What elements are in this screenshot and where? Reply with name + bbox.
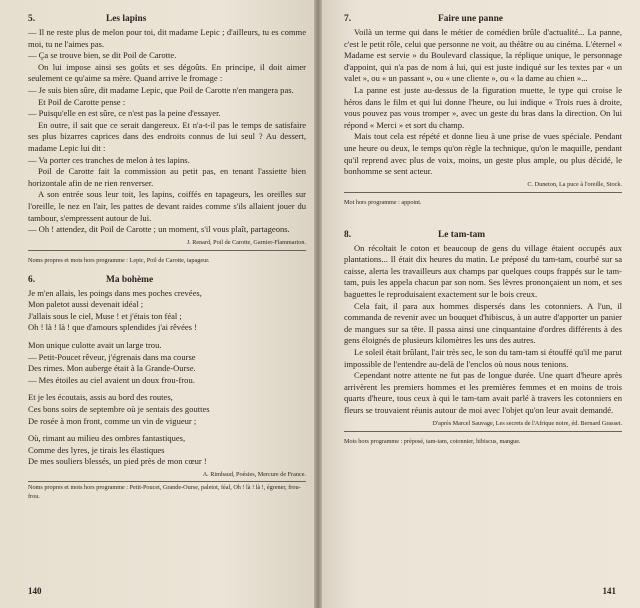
poem-line: Mon paletot aussi devenait idéal ; — [28, 299, 144, 310]
divider — [344, 192, 622, 193]
source-citation: C. Duneton, La puce à l'oreille, Stock. — [527, 180, 622, 188]
divider — [28, 481, 306, 482]
section-number: 5. — [28, 14, 36, 24]
paragraph: Et Poil de Carotte pense : — [38, 96, 126, 107]
page-number: 141 — [602, 586, 616, 596]
paragraph: Mais tout cela est répété et donne lieu à une prise de vues spéciale. Pendant une heure ou deux, le temps qu'on règle la technique, qu'on le maquille, pendant qu'il reprend avec plus de voix, moins, un geste plus ample, ou plus décidé, le bonhomme se sent acteur. — [344, 131, 622, 177]
paragraph: — Ça se trouve bien, se dit Poil de Carotte. — [28, 50, 177, 61]
source-citation: J. Renard, Poil de Carotte, Garnier-Flammarion. — [186, 238, 306, 246]
vocabulary-note: Noms propres et mots hors programme : Lepic, Poil de Carotte, tapageur. — [28, 257, 210, 265]
page-right — [318, 0, 640, 608]
paragraph: Cela fait, il para aux hommes dispersés dans les cotonniers. A l'un, il commanda de revenir avec un bouquet d'hibiscus, à un autre d'apporter un panier de mangues sur sa tête. Il passa ainsi une cinquantaine d'ordres différents à des gens éloignés de plusieurs kilomètres les uns des autres. — [344, 300, 622, 346]
poem-line: J'allais sous le ciel, Muse ! et j'étais ton féal ; — [28, 310, 182, 321]
section-8-heading — [344, 230, 622, 240]
vocabulary-note: Noms propres et mots hors programme : Petit-Poucet, Grande-Ourse, paletot, féal, Oh ! là ! là !, égrener, frou-frou. — [28, 484, 301, 500]
poem-stanza — [28, 288, 306, 334]
section-title: Faire une panne — [438, 14, 503, 24]
poem-line: Je m'en allais, les poings dans mes poches crevées, — [28, 287, 202, 298]
poem-stanza — [28, 392, 306, 427]
poem-line: Comme des lyres, je tirais les élastiques — [28, 444, 165, 455]
poem-line: Oh ! là ! là ! que d'amours splendides j'ai rêvées ! — [28, 322, 197, 333]
section-6-heading — [28, 275, 306, 285]
page-number: 140 — [28, 586, 42, 596]
paragraph: Poil de Carotte fait la commission au petit pas, en tenant l'assiette bien horizontale afin de ne rien renverser. — [28, 166, 306, 188]
paragraph: — Je suis bien sûre, dit madame Lepic, que Poil de Carotte n'en mangera pas. — [28, 84, 294, 95]
book-gutter — [314, 0, 322, 608]
divider — [344, 431, 622, 432]
paragraph: — Il ne reste plus de melon pour toi, dit madame Lepic ; d'ailleurs, tu es comme moi, tu ne l'aimes pas. — [28, 27, 306, 49]
section-title: Le tam-tam — [438, 229, 486, 240]
section-number: 6. — [28, 274, 36, 285]
poem-stanza — [28, 433, 306, 468]
poem-line: — Petit-Poucet rêveur, j'égrenais dans ma course — [28, 351, 196, 362]
poem-line: De rosée à mon front, comme un vin de vigueur ; — [28, 415, 197, 426]
section-5-heading — [28, 14, 306, 24]
poem-line: — Mes étoiles au ciel avaient un doux frou-frou. — [28, 374, 195, 385]
section-7-heading — [344, 14, 622, 24]
section-number: 7. — [344, 14, 352, 24]
divider — [28, 250, 306, 251]
poem-line: De mes souliers blessés, un pied près de mon cœur ! — [28, 456, 207, 467]
paragraph: Le soleil était brûlant, l'air très sec, le son du tam-tam si étouffé qu'il me parut impossible de l'entendre au-delà de l'enclos où nous nous tenions. — [344, 346, 622, 369]
paragraph: Voilà un terme qui dans le métier de comédien brûle d'actualité... La panne, c'est le petit rôle, celui que personne ne voit, au théâtre ou au cinéma. L'éternel « Madame est servie » du Boulevard classique, la réplique unique, le personnage d'appoint, qui n'a pas de nom à lui, qui est juste indiqué sur les textes par « un valet », ou « un passant », ou « une cliente », ou « la dame au chien »... — [344, 27, 622, 84]
section-title: Les lapins — [106, 14, 147, 24]
paragraph: — Oh ! attendez, dit Poil de Carotte ; un moment, s'il vous plaît, partageons. — [28, 224, 290, 235]
poem-line: Mon unique culotte avait un large trou. — [28, 339, 162, 350]
source-citation: A. Rimbaud, Poésies, Mercure de France. — [202, 470, 306, 478]
paragraph: — Puisqu'elle en est sûre, ce n'est pas la peine d'essayer. — [28, 108, 221, 119]
paragraph: A son entrée sous leur toit, les lapins, coiffés en tapageurs, les oreilles sur l'oreille, le nez en l'air, les pattes de devant raides comme s'ils allaient jouer du tambour, s'empressent autour de lui. — [28, 189, 306, 223]
poem-line: Et je les écoutais, assis au bord des routes, — [28, 392, 173, 403]
source-citation: D'après Marcel Sauvage, Les secrets de l'Afrique noire, éd. Bernard Grasset. — [432, 419, 622, 427]
paragraph: On récoltait le coton et beaucoup de gens du village étaient occupés aux plantations... Il était dix heures du matin. Le préposé du tam-tam, courbé sur sa caisse, alerta les travailleurs aux champs par quelques coups frappés sur le tam-tam, puis les appela chacun par son nom. Ses lèvres prononçaient un nom, et ses baguettes le reproduisaient exactement sur le bois creux. — [344, 242, 622, 299]
section-title: Ma bohème — [106, 274, 154, 285]
paragraph: Cependant notre attente ne fut pas de longue durée. Une quart d'heure après arrivèrent les premiers hommes et les premières femmes et en moins de trois quarts d'heure, tous ceux à qui le tam-tam avait parlé à travers les cotonniers en fleurs se trouvaient réunis autour de moi avec l'objet qu'on leur avait demandé. — [344, 370, 622, 415]
page-left — [0, 0, 318, 608]
paragraph: En outre, il sait que ce serait dangereux. Et n'a-t-il pas le temps de satisfaire ses plus bizarres caprices dans des endroits connus de lui seul ? Au dessert, madame Lepic lui dit : — [28, 119, 306, 153]
paragraph: On lui impose ainsi ses goûts et ses dégoûts. En principe, il doit aimer seulement ce qu'aime sa mère. Quand arrive le fromage : — [28, 61, 306, 84]
paragraph: La panne est juste au-dessus de la figuration muette, le type qui croise le héros dans le film et qui lui donne l'heure, ou lui indique « Trois rues à droite, vous pouvez pas vous tromper », avec un geste du bras dans la direction. On lui répond « Merci » et sort du champ. — [344, 84, 622, 130]
poem-line: Ces bons soirs de septembre où je sentais des gouttes — [28, 403, 210, 414]
paragraph: — Va porter ces tranches de melon à tes lapins. — [28, 154, 190, 165]
section-number: 8. — [344, 229, 352, 240]
poem-line: Où, rimant au milieu des ombres fantastiques, — [28, 433, 186, 444]
poem-line: Des rimes. Mon auberge était à la Grande-Ourse. — [28, 363, 196, 374]
vocabulary-note: Mot hors programme : appoint. — [344, 199, 422, 207]
poem-stanza — [28, 340, 306, 386]
vocabulary-note: Mots hors programme : préposé, tam-tam, cotonnier, hibiscus, mangue. — [344, 438, 521, 446]
